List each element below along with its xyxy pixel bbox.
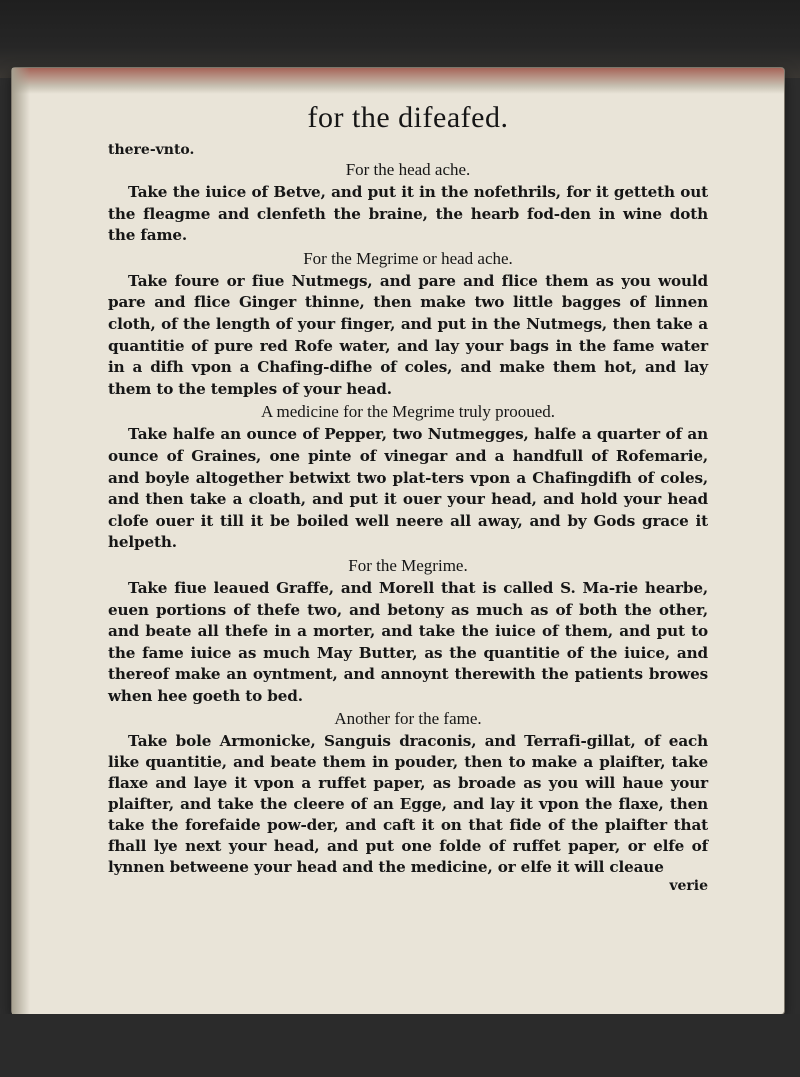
section-heading: A medicine for the Megrime truly prooued. <box>260 402 556 422</box>
section-another-for-the-same <box>108 709 708 895</box>
section-heading: For the head ache. <box>345 160 471 179</box>
book-page <box>12 68 784 1014</box>
section-megrime-or-head-ache <box>108 249 708 401</box>
running-head: for the difeafed. <box>307 101 509 134</box>
scan-background-top <box>0 0 800 78</box>
section-body: Take foure or fiue Nutmegs, and pare and flice them as you would pare and flice Ginger thinne, then make two little bagges of linnen cloth, of the length of your finger, and put in the Nutmegs, then take a quantitie of pure red Rofe water, and lay your bags in the fame water in a difh vpon a Chafing-difhe of coles, and make them hot, and lay them to the temples of your head. <box>108 271 708 398</box>
section-body: Take bole Armonicke, Sanguis draconis, and Terrafi-gillat, of each like quantitie, and beate them in pouder, then to make a plaifter, take flaxe and laye it vpon a ruffet paper, as broade as you will haue your plaifter, and take the cleere of an Egge, and lay it vpon the flaxe, then take the forefaide pow-der, and caft it on that fide of the plaifter that fhall lye next your head, and put one folde of ruffet paper, or elfe of lynnen betweene your head and the medicine, or elfe it will cleaue <box>108 732 708 877</box>
catchword: verie <box>669 878 708 895</box>
section-megrime-medicine <box>108 402 708 554</box>
section-heading: For the Megrime. <box>348 555 468 575</box>
section-head-ache <box>108 160 708 247</box>
section-heading: For the Megrime or head ache. <box>303 248 513 268</box>
section-megrime <box>108 556 708 708</box>
continued-word: there-vnto. <box>108 142 195 158</box>
section-body: Take fiue leaued Graffe, and Morell that is called S. Ma-rie hearbe, euen portions of thefe two, and betony as much as of both the other, and beate all thefe in a morter, and take the iuice of them, and put to the fame iuice as much May Butter, as the quantitie of the iuice, and thereof make an oyntment, and annoynt therewith the patients browes when hee goeth to bed. <box>108 578 708 705</box>
section-heading: Another for the fame. <box>334 709 482 729</box>
section-body: Take the iuice of Betve, and put it in the nofethrils, for it getteth out the fleagme and clenfeth the braine, the hearb fod-den in wine doth the fame. <box>108 183 708 245</box>
section-body: Take halfe an ounce of Pepper, two Nutmegges, halfe a quarter of an ounce of Graines, one pinte of vinegar and a handfull of Rofemarie, and boyle altogether betwixt two plat-ters vpon a Chafingdifh of coles, and then take a cloath, and put it ouer your head, and hold your head clofe ouer it till it be boiled well neere all away, and by Gods grace it helpeth. <box>108 425 708 552</box>
page-text <box>108 100 708 895</box>
scan-background-bottom <box>0 1014 800 1077</box>
